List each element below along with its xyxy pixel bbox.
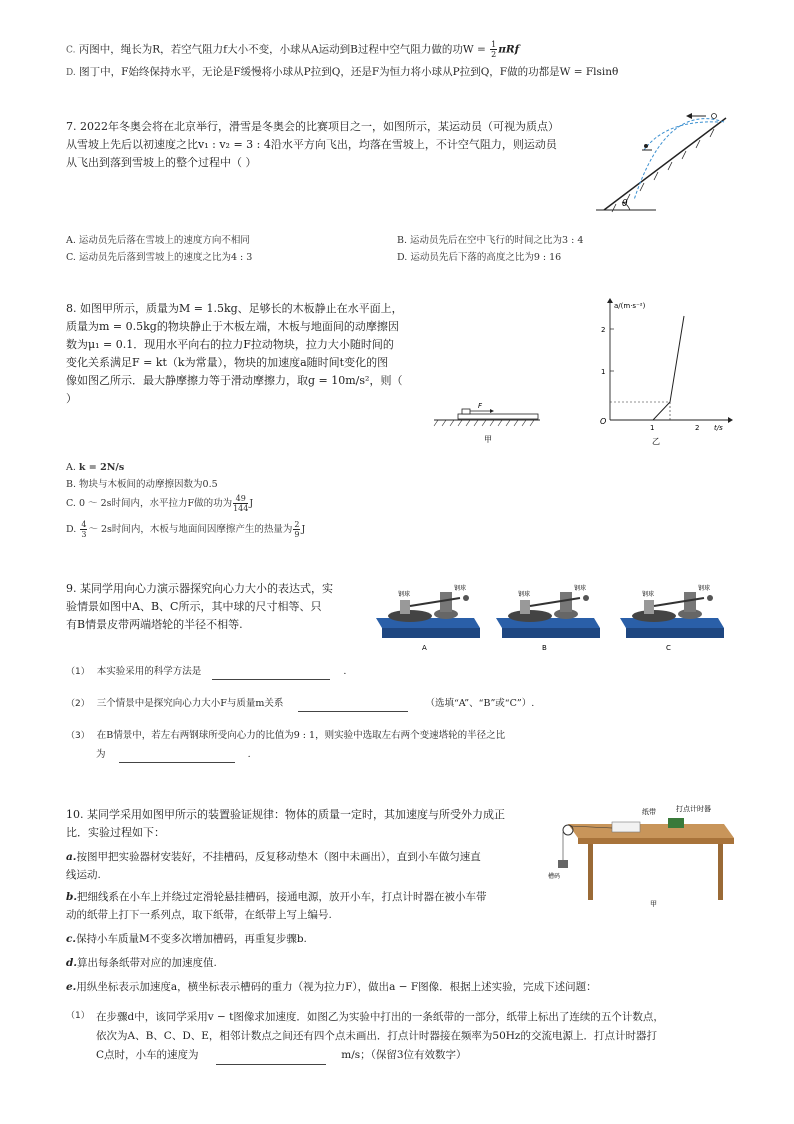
q9-sub1-answer-blank[interactable]: [212, 667, 330, 680]
q9-sub1: [66, 664, 346, 680]
q9-sub2: [66, 696, 534, 712]
q7-option-d-text: 运动员先后下落的高度之比为9 : 16: [410, 252, 562, 263]
q9-sub3-answer-blank[interactable]: [119, 750, 235, 763]
q9-b-label-left: 钢球: [518, 591, 531, 598]
q9-figure-b-label: B: [542, 644, 547, 652]
q10-step-a-line2: 线运动.: [66, 869, 101, 881]
q9-sub2-tail: （选填“A”、“B”或“C”）.: [425, 698, 535, 709]
q7-stem-line3: 从飞出到落到雪坡上的整个过程中（ ）: [66, 156, 257, 169]
q8-option-b: [66, 477, 218, 492]
q9-sub2-answer-blank[interactable]: [298, 699, 408, 712]
q7-angle-label: θ: [622, 199, 628, 209]
q10-step-b-text1: 把细线系在小车上并绕过定滑轮悬挂槽码，接通电源，放开小车，打点计时器在被小车带: [77, 891, 487, 903]
q10-step-a-line1: [66, 848, 481, 867]
q8-graph-ytick-1: 1: [601, 368, 606, 376]
q10-step-b-line1: [66, 888, 487, 907]
q6-option-d: [66, 63, 618, 83]
q8-stem-line2: 质量为m = 0.5kg的物块静止于木板左端，木板与地面间的动摩擦因: [66, 320, 399, 333]
q6-option-c-text: 丙图中，绳长为R，若空气阻力f大小不变，小球从A运动到B过程中空气阻力做的功W =: [78, 43, 490, 56]
q10-step-a-tag: a.: [66, 851, 77, 863]
q10-hook-label: 槽码: [548, 873, 561, 880]
q8-option-d-unit: J: [301, 524, 306, 535]
q9-sub3-tail: .: [247, 749, 251, 760]
q10-step-b-tag: b.: [66, 891, 77, 903]
q10-sub1-unit: m/s；（保留3位有效数字）: [341, 1049, 467, 1061]
q8-yi-caption: 乙: [652, 437, 660, 446]
q10-stem-line2: 比．实验过程如下：: [66, 826, 165, 839]
q10-step-e-text: 用纵坐标表示加速度a，横坐标表示槽码的重力（视为拉力F），做出a − F图像．根据上述实验，完成下述问题：: [76, 981, 597, 993]
q7-option-a: [66, 233, 250, 248]
q7-option-b-letter: B.: [397, 235, 408, 246]
q7-stem-line1: 7. 2022年冬奥会将在北京举行，滑雪是冬奥会的比赛项目之一，如图所示，某运动员（可视为质点）: [66, 120, 559, 133]
q9-sub3-line2: [96, 747, 251, 763]
q8-option-b-text: 物块与木板间的动摩擦因数为0.5: [79, 479, 218, 490]
q8-jia-caption: 甲: [484, 435, 492, 444]
q8-graph-xlabel: t/s: [714, 424, 723, 432]
q10-step-d-text: 算出每条纸带对应的加速度值.: [77, 957, 217, 969]
q8-figure-yi-graph: [596, 296, 736, 446]
q8-graph-ytick-2: 2: [601, 326, 606, 334]
q8-stem-line3: 数为μ₁ = 0.1．现用水平向右的拉力F拉动物块，拉力大小随时间的: [66, 338, 394, 351]
q6-option-c-tail: πRf: [498, 43, 520, 56]
q9-apparatus-b: [496, 584, 600, 652]
q10-sub1-line3: [96, 1046, 467, 1065]
q9-sub1-number: （1）: [66, 667, 90, 677]
q10-step-a-text1: 按图甲把实验器材安装好，不挂槽码，反复移动垫木（图中未画出），直到小车做匀速直: [76, 851, 481, 863]
q6-option-c-fraction: $\frac{1}{2}$: [491, 40, 497, 59]
q7-option-b-text: 运动员先后在空中飞行的时间之比为3 : 4: [410, 235, 584, 246]
q10-step-c-tag: c.: [66, 933, 77, 945]
q7-stem-line2: 从雪坡上先后以初速度之比v₁ : v₂ = 3 : 4沿水平方向飞出，均落在雪坡上，不计空气阻力，则运动员: [66, 138, 557, 151]
q8-stem-line5: 像如图乙所示．最大静摩擦力等于滑动摩擦力，取g = 10m/s²，则（: [66, 374, 403, 387]
q7-option-c-text: 运动员先后落到雪坡上的速度之比为4 : 3: [78, 252, 253, 263]
q8-option-d-text: ～ 2s时间内，木板与地面间因摩擦产生的热量为: [88, 524, 293, 535]
q10-sub1-num: （1）: [66, 1011, 90, 1021]
q10-timer-label: 打点计时器: [676, 805, 711, 813]
q8-option-c-letter: C.: [66, 498, 76, 509]
q8-option-c-fraction: $\frac{49}{144}$: [233, 494, 249, 513]
q9-sub3: [66, 728, 505, 744]
q9-sub2-text: 三个情景中是探究向心力大小F与质量m关系: [96, 698, 284, 709]
q8-option-a-letter: A.: [66, 462, 76, 473]
q9-b-label-right: 钢球: [574, 585, 587, 592]
q10-step-d-tag: d.: [66, 957, 77, 969]
q8-stem-line1: 8. 如图甲所示，质量为M = 1.5kg、足够长的木板静止在水平面上，: [66, 302, 403, 315]
q8-option-d: [66, 520, 305, 539]
q7-option-a-letter: A.: [66, 235, 76, 246]
q9-c-label-left: 钢球: [642, 591, 655, 598]
q9-a-label-right: 钢球: [454, 585, 467, 592]
q9-sub3-text2: 为: [96, 749, 106, 760]
q8-graph-xtick-2: 2: [695, 424, 700, 432]
q10-step-e-tag: e.: [66, 981, 77, 993]
q10-tape-label: 纸带: [642, 808, 656, 816]
q10-step-b-line2: 动的纸带上打下一系列点，取下纸带，在纸带上写上编号.: [66, 909, 332, 921]
q8-option-c-unit: J: [249, 498, 254, 509]
q9-apparatus-c: [620, 584, 724, 652]
q10-step-c: [66, 930, 307, 949]
q8-graph-xtick-1: 1: [650, 424, 655, 432]
q6-option-c: [66, 40, 519, 61]
q8-graph-origin: O: [600, 417, 607, 426]
q7-option-c: [66, 250, 252, 265]
q10-step-c-text: 保持小车质量M不变多次增加槽码，再重复步骤b.: [76, 933, 307, 945]
q10-fig-caption: 甲: [650, 900, 657, 908]
q7-option-d: [397, 250, 561, 265]
q8-option-d-fraction: $\frac{2}{9}$: [294, 520, 300, 539]
q10-sub1-line2: 依次为A、B、C、D、E，相邻计数点之间还有四个点未画出．打点计时器接在频率为50Hz的交流电源上．打点计时器打: [96, 1030, 657, 1042]
q6-option-c-letter: C.: [66, 45, 76, 56]
q8-option-a: [66, 460, 124, 475]
q10-step-d: [66, 954, 217, 973]
q6-option-d-text: 图丁中，F始终保持水平，无论是F缓慢将小球从P拉到Q，还是F为恒力将小球从P拉到Q，F做的功都是W = Flsinθ: [79, 66, 619, 78]
q10-sub1-answer-blank[interactable]: [216, 1052, 326, 1065]
q8-stem-line4: 变化关系满足F = kt（k为常量），物块的加速度a随时间t变化的图: [66, 356, 389, 369]
q9-apparatus-figures: [370, 578, 746, 652]
q9-figure-c-label: C: [666, 644, 671, 652]
q8-option-d-fraction-start: $\frac{4}{3}$: [81, 520, 87, 539]
q7-option-d-letter: D.: [397, 252, 408, 263]
q8-graph-ylabel: a/(m·s⁻²): [614, 302, 646, 310]
q8-option-d-letter: D.: [66, 524, 77, 535]
q10-sub1-line1: 在步骤d中，该同学采用v − t图像求加速度．如图乙为实验中打出的一条纸带的一部分，纸带上标出了连续的五个计数点，: [96, 1011, 664, 1023]
q10-apparatus-figure: [538, 802, 734, 910]
q10-sub1-number: [66, 1008, 90, 1024]
q9-sub1-text: 本实验采用的科学方法是: [96, 666, 202, 677]
q10-step-e: [66, 978, 597, 997]
q9-apparatus-a: [376, 584, 480, 652]
q9-stem-line2: 验情景如图中A、B、C所示，其中球的尺寸相等、只: [66, 600, 322, 613]
q8-option-c-text: 0 ～ 2s时间内，水平拉力F做的功为: [78, 498, 233, 509]
q9-sub1-tail: .: [343, 666, 347, 677]
q7-option-c-letter: C.: [66, 252, 76, 263]
q7-option-b: [397, 233, 583, 248]
q9-sub3-text: 在B情景中，若左右两钢球所受向心力的比值为9 : 1，则实验中选取左右两个变速塔轮的半径之比: [96, 730, 506, 741]
q8-option-b-letter: B.: [66, 479, 77, 490]
q8-option-c: [66, 494, 253, 513]
q9-c-label-right: 钢球: [698, 585, 711, 592]
q8-figure-jia: [432, 398, 542, 448]
q9-stem-line3: 有B情景皮带两端塔轮的半径不相等.: [66, 618, 243, 631]
q10-sub1-line3-text: C点时，小车的速度为: [96, 1049, 199, 1061]
q7-ski-slope-figure: [596, 110, 736, 220]
q9-sub3-number: （3）: [66, 731, 90, 741]
q8-stem-line6: ）: [66, 392, 77, 405]
q8-force-label: F: [478, 402, 483, 410]
q7-option-a-text: 运动员先后落在雪坡上的速度方向不相同: [78, 235, 250, 246]
q9-sub2-number: （2）: [66, 699, 90, 709]
q9-figure-a-label: A: [422, 644, 427, 652]
q9-stem-line1: 9. 某同学用向心力演示器探究向心力大小的表达式，实: [66, 582, 333, 595]
q8-option-a-text: k = 2N/s: [78, 462, 125, 473]
q6-option-d-letter: D.: [66, 68, 76, 78]
q9-a-label-left: 钢球: [398, 591, 411, 598]
q10-stem-line1: 10. 某同学采用如图甲所示的装置验证规律：物体的质量一定时，其加速度与所受外力成正: [66, 808, 505, 821]
